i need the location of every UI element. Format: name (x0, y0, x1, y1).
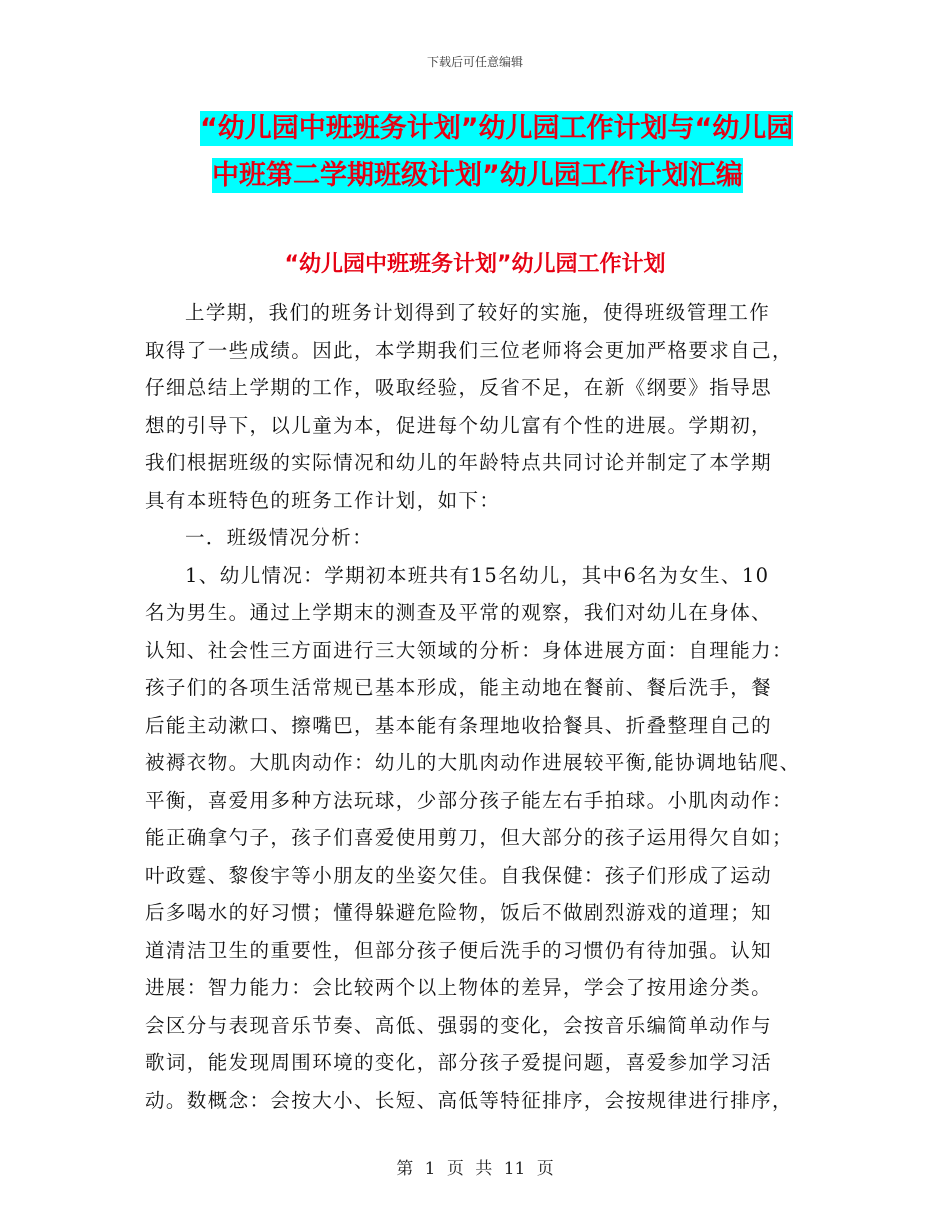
body-line: 想的引导下，以儿童为本，促进每个幼儿富有个性的进展。学期初， (145, 413, 773, 437)
body-text (145, 294, 825, 1119)
body-line: 取得了一些成绩。因此，本学期我们三位老师将会更加严格要求自己， (145, 338, 793, 362)
body-line: 会区分与表现音乐节奏、高低、强弱的变化，会按音乐编简单动作与 (145, 1013, 773, 1037)
title-text-2: 中班第二学期班级计划”幼儿园工作计划汇编 (212, 160, 743, 191)
body-line: 后能主动漱口、擦嘴巴，基本能有条理地收拾餐具、折叠整理自己的 (145, 713, 773, 737)
body-line: 进展：智力能力：会比较两个以上物体的差异，学会了按用途分类。 (145, 976, 773, 999)
body-line: 一．班级情况分析： (185, 526, 374, 549)
document-title-line-1 (0, 112, 950, 146)
body-line: 叶政霆、黎俊宇等小朋友的坐姿欠佳。自我保健：孩子们形成了运动 (145, 863, 773, 887)
body-line: 仔细总结上学期的工作，吸取经验，反省不足，在新《纲要》指导思 (145, 376, 773, 399)
body-line: 1、幼儿情况：学期初本班共有15名幼儿，其中6名为女生、10 (185, 563, 770, 587)
body-line: 平衡，喜爱用多种方法玩球，少部分孩子能左右手拍球。小肌肉动作： (145, 788, 793, 812)
body-line: 动。数概念：会按大小、长短、高低等特征排序，会按规律进行排序， (145, 1088, 793, 1112)
body-line: 道清洁卫生的重要性，但部分孩子便后洗手的习惯仍有待加强。认知 (145, 938, 773, 962)
body-line: 上学期，我们的班务计划得到了较好的实施，使得班级管理工作 (185, 301, 771, 324)
body-line: 后多喝水的好习惯；懂得躲避危险物，饭后不做剧烈游戏的道理；知 (145, 901, 773, 924)
body-line: 我们根据班级的实际情况和幼儿的年龄特点共同讨论并制定了本学期 (145, 451, 773, 474)
body-line: 被褥衣物。大肌肉动作：幼儿的大肌肉动作进展较平衡,能协调地钻爬、 (145, 751, 801, 774)
document-title-line-2 (0, 159, 950, 193)
section-title: “幼儿园中班班务计划”幼儿园工作计划 (284, 252, 666, 277)
title-text-1: “幼儿园中班班务计划”幼儿园工作计划与“幼儿园 (200, 113, 794, 144)
body-line: 能正确拿勺子，孩子们喜爱使用剪刀，但大部分的孩子运用得欠自如； (145, 826, 793, 849)
body-line: 具有本班特色的班务工作计划，如下： (145, 488, 501, 512)
page-number: 第 1 页 共 11 页 (396, 1159, 554, 1179)
body-line: 认知、社会性三方面进行三大领域的分析：身体进展方面：自理能力： (145, 638, 793, 662)
body-line: 名为男生。通过上学期末的测查及平常的观察，我们对幼儿在身体、 (145, 601, 773, 624)
body-line: 孩子们的各项生活常规已基本形成，能主动地在餐前、餐后洗手，餐 (145, 676, 773, 699)
body-line: 歌词，能发现周围环境的变化，部分孩子爱提问题，喜爱参加学习活 (145, 1051, 773, 1074)
header-note: 下载后可任意编辑 (426, 55, 523, 69)
